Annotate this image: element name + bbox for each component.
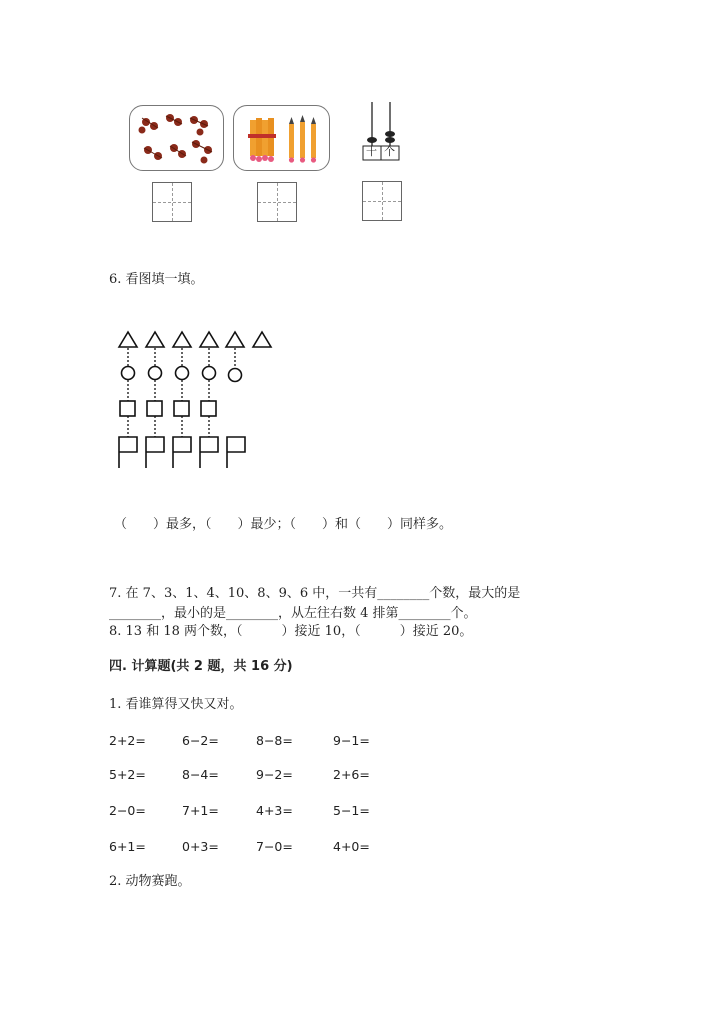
circle-icon [149, 367, 162, 380]
ants-icon [130, 106, 223, 170]
calc-equation: 6+1= [109, 839, 146, 854]
calc-equation: 2+2= [109, 733, 146, 748]
shape-count-figure [110, 325, 280, 475]
q2-prompt: 2. 动物赛跑。 [109, 874, 191, 889]
circle-icon [203, 367, 216, 380]
pencils-icon [234, 106, 329, 170]
calc-equation: 2−0= [109, 803, 146, 818]
calc-equation: 9−1= [333, 733, 370, 748]
answer-grid-abacus[interactable] [362, 181, 402, 221]
square-icon [201, 401, 216, 416]
flag-icon [119, 437, 137, 468]
abacus-tens-label: 十 [366, 145, 377, 158]
triangle-icon [200, 332, 218, 347]
flag-icon [200, 437, 218, 468]
circle-icon [176, 367, 189, 380]
calc-equation: 7+1= [182, 803, 219, 818]
answer-grid-pencils[interactable] [257, 182, 297, 222]
triangle-icon [119, 332, 137, 347]
ants-picture-box [129, 105, 224, 171]
calc-equation: 2+6= [333, 767, 370, 782]
calc-equation: 8−8= [256, 733, 293, 748]
square-icon [174, 401, 189, 416]
calc-equation: 4+0= [333, 839, 370, 854]
square-icon [120, 401, 135, 416]
answer-grid-ants[interactable] [152, 182, 192, 222]
calc-equation: 8−4= [182, 767, 219, 782]
calc-prompt: 1. 看谁算得又快又对。 [109, 697, 243, 712]
triangle-icon [146, 332, 164, 347]
calc-equation: 5−1= [333, 803, 370, 818]
calc-equation: 4+3= [256, 803, 293, 818]
calc-equation: 9−2= [256, 767, 293, 782]
circle-icon [122, 367, 135, 380]
calc-equation: 6−2= [182, 733, 219, 748]
q7-line2: ________，最小的是________，从左往右数 4 排第________个。 [109, 606, 477, 621]
q6-prompt: 6. 看图填一填。 [109, 272, 204, 287]
calc-equation: 7−0= [256, 839, 293, 854]
abacus-ones-label: 个 [384, 145, 395, 158]
flag-icon [227, 437, 245, 468]
flag-icon [146, 437, 164, 468]
triangle-icon [226, 332, 244, 347]
calc-equation: 0+3= [182, 839, 219, 854]
q7-line1: 7. 在 7、3、1、4、10、8、9、6 中，一共有________个数，最大的是 [109, 586, 521, 601]
q8-text: 8. 13 和 18 两个数，（ ）接近 10，（ ）接近 20。 [109, 624, 473, 639]
section4-heading: 四. 计算题(共 2 题，共 16 分) [109, 659, 293, 674]
calc-equation: 5+2= [109, 767, 146, 782]
square-icon [147, 401, 162, 416]
triangle-icon [253, 332, 271, 347]
pencils-picture-box [233, 105, 330, 171]
circle-icon [229, 369, 242, 382]
triangle-icon [173, 332, 191, 347]
q6-answer-line: （ ）最多，（ ）最少；（ ）和（ ）同样多。 [114, 517, 453, 532]
flag-icon [173, 437, 191, 468]
